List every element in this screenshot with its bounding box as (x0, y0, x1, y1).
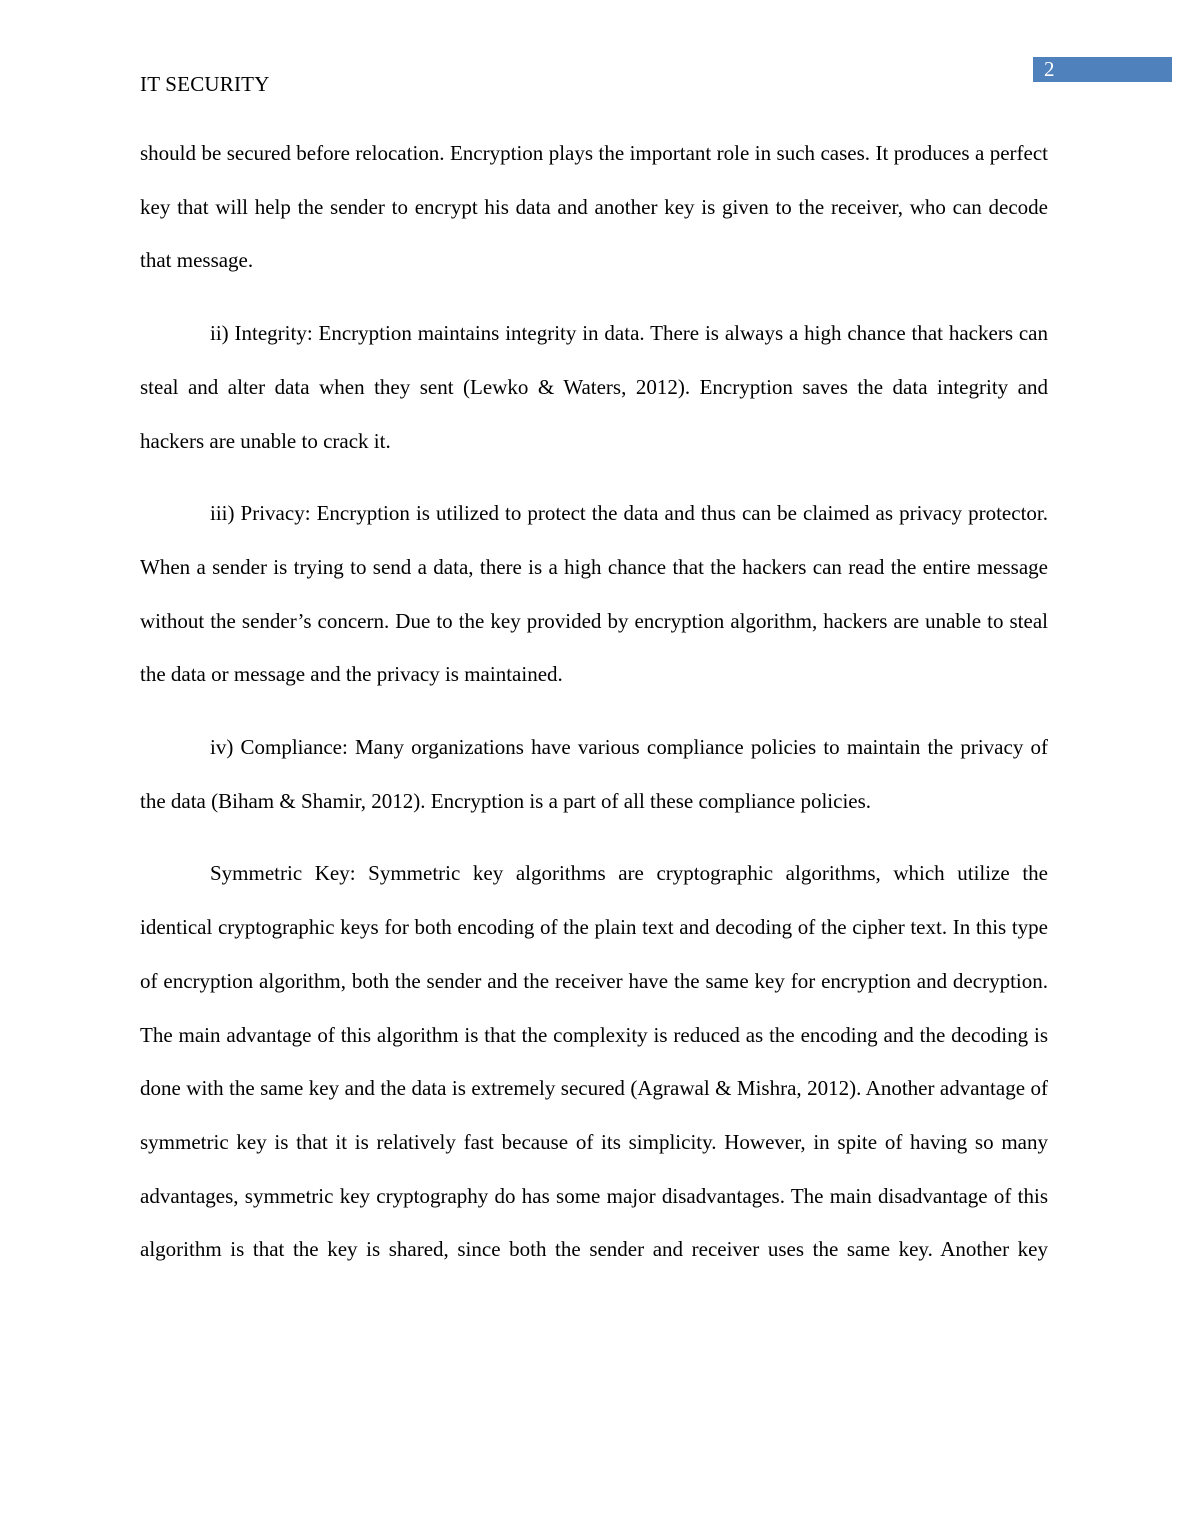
page-number-badge (1033, 57, 1172, 82)
paragraph-symmetric-key: Symmetric Key: Symmetric key algorithms are cryptographic algorithms, which utilize the identical cryptographic keys for both encoding of the plain text and decoding of the cipher text. In this type of encryption algorithm, both the sender and the receiver have the same key for encryption and decryption. The main advantage of this algorithm is that the complexity is reduced as the encoding and the decoding is done with the same key and the data is extremely secured (Agrawal & Mishra, 2012). Another advantage of symmetric key is that it is relatively fast because of its simplicity. However, in spite of having so many advantages, symmetric key cryptography do has some major disadvantages. The main disadvantage of this algorithm is that the key is shared, since both the sender and receiver uses the same key. Another key (140, 861, 1048, 1262)
document-body (140, 127, 1048, 1277)
paragraph-integrity: ii) Integrity: Encryption maintains integrity in data. There is always a high chance that hackers can steal and alter data when they sent (Lewko & Waters, 2012). Encryption saves the data integrity and hackers are unable to crack it. (140, 321, 1048, 453)
paragraph-compliance: iv) Compliance: Many organizations have various compliance policies to maintain the privacy of the data (Biham & Shamir, 2012). Encryption is a part of all these compliance policies. (140, 735, 1048, 813)
paragraph-privacy: iii) Privacy: Encryption is utilized to protect the data and thus can be claimed as privacy protector. When a sender is trying to send a data, there is a high chance that the hackers can read the entire message without the sender’s concern. Due to the key provided by encryption algorithm, hackers are unable to steal the data or message and the privacy is maintained. (140, 501, 1048, 687)
paragraph-continuation: should be secured before relocation. Encryption plays the important role in such cases. It produces a perfect key that will help the sender to encrypt his data and another key is given to the receiver, who can decode that message. (140, 141, 1048, 273)
page-number: 2 (1044, 57, 1055, 81)
running-head: IT SECURITY (140, 72, 270, 96)
